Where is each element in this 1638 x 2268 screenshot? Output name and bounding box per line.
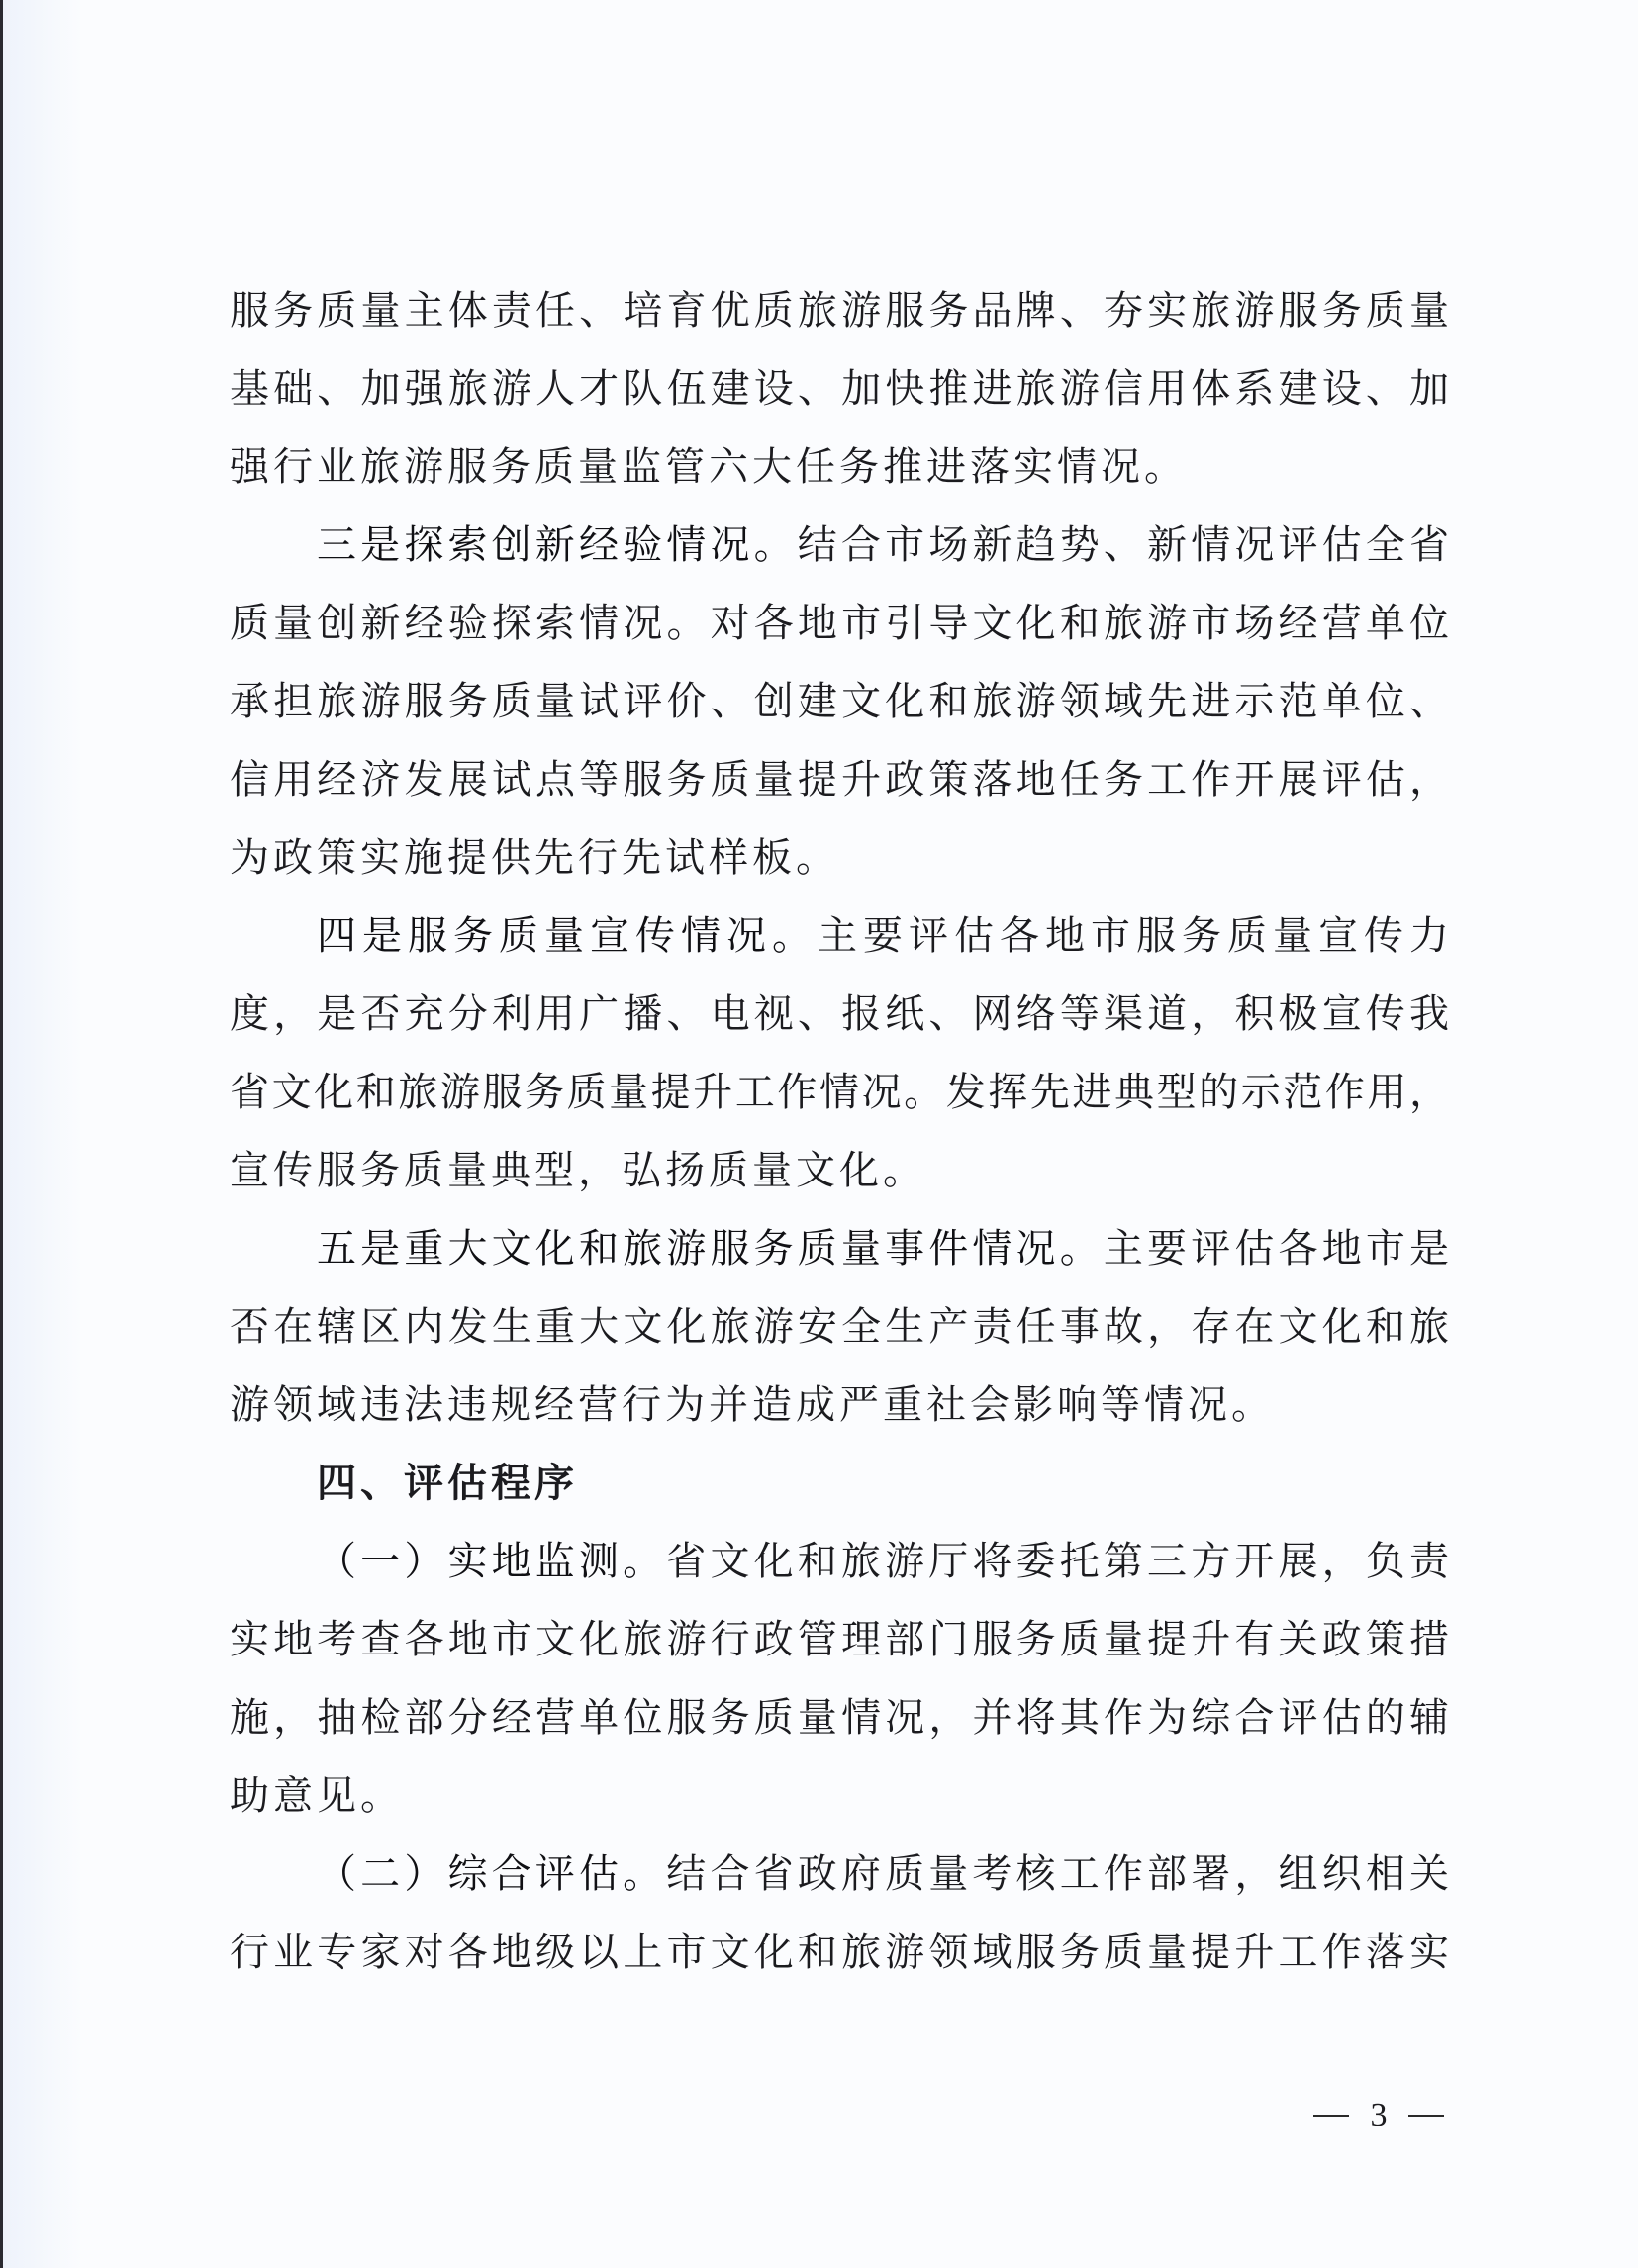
paragraph-line-lead — [230, 1836, 1449, 1914]
paragraph-line: 游领域违法违规经营行为并造成严重社会影响等情况。 — [230, 1382, 1275, 1428]
document-body — [230, 272, 1449, 1992]
paragraph-line: 行​业​专​家​对​各​地​级​以​上​市​文​化​和​旅​游​领​域​服​务​质​量​提​升​工​作​落​实 — [230, 1930, 1449, 1975]
page-number-value: 3 — [1370, 2097, 1388, 2133]
paragraph-line: 否​在​辖​区​内​发​生​重​大​文​化​旅​游​安​全​生​产​责​任​事​故​，​存​在​文​化​和​旅 — [230, 1304, 1449, 1350]
paragraph-line: 度​，​是​否​充​分​利​用​广​播​、​电​视​、​报​纸​、​网​络​等​渠​道​，​积​极​宣​传​我 — [230, 992, 1449, 1037]
paragraph-line-lead — [230, 1523, 1449, 1601]
subsection-lead-title: （​二​）​综​合​评​估​。 — [317, 1851, 667, 1897]
paragraph-text: 主​要​评​估​各​地​市​服​务​质​量​宣​传​力 — [818, 913, 1449, 959]
subsection-lead-title: （​一​）​实​地​监​测​。 — [317, 1539, 667, 1584]
page-number — [1313, 2094, 1444, 2137]
scan-tint — [3, 0, 82, 2268]
paragraph-line: 服​务​质​量​主​体​责​任​、​培​育​优​质​旅​游​服​务​品​牌​、​夯​实​旅​游​服​务​质​量 — [230, 288, 1449, 333]
section-heading: 四、评估程序 — [317, 1461, 578, 1506]
item-lead-title: 四​是​服​务​质​量​宣​传​情​况​。 — [317, 913, 818, 959]
paragraph-text: 结​合​省​政​府​质​量​考​核​工​作​部​署​，​组​织​相​关 — [666, 1851, 1450, 1897]
paragraph-line: 基​础​、​加​强​旅​游​人​才​队​伍​建​设​、​加​快​推​进​旅​游​信​用​体​系​建​设​、​加 — [230, 366, 1449, 412]
paragraph-line: 质​量​创​新​经​验​探​索​情​况​。​对​各​地​市​引​导​文​化​和​旅​游​市​场​经​营​单​位 — [230, 601, 1449, 646]
paragraph-line: 承​担​旅​游​服​务​质​量​试​评​价​、​创​建​文​化​和​旅​游​领​域​先​进​示​范​单​位​、 — [230, 679, 1449, 724]
paragraph-line: 为政策实施提供先行先试样板。 — [230, 835, 839, 881]
paragraph-text: 省​文​化​和​旅​游​厅​将​委​托​第​三​方​开​展​，​负​责 — [666, 1539, 1450, 1584]
paragraph-line: 信​用​经​济​发​展​试​点​等​服​务​质​量​提​升​政​策​落​地​任​务​工​作​开​展​评​估​， — [230, 757, 1449, 803]
paragraph-line: 施​，​抽​检​部​分​经​营​单​位​服​务​质​量​情​况​，​并​将​其​作​为​综​合​评​估​的​辅 — [230, 1695, 1449, 1741]
paragraph-line: 实​地​考​查​各​地​市​文​化​旅​游​行​政​管​理​部​门​服​务​质​量​提​升​有​关​政​策​措 — [230, 1617, 1449, 1662]
paragraph-line-lead — [230, 898, 1449, 976]
paragraph-line: 助意见。 — [230, 1773, 404, 1819]
paragraph-text: 主​要​评​估​各​地​市​是 — [1103, 1226, 1450, 1272]
paragraph-line: 宣传服务质量典型，弘扬质量文化。 — [230, 1148, 926, 1193]
paragraph-line-lead — [230, 507, 1449, 585]
paragraph-line: 省​文​化​和​旅​游​服​务​质​量​提​升​工​作​情​况​。​发​挥​先​进​典​型​的​示​范​作​用​， — [230, 1070, 1449, 1115]
page-number-dash-right — [1408, 2115, 1444, 2117]
paragraph-text: 结​合​市​场​新​趋​势​、​新​情​况​评​估​全​省 — [797, 522, 1450, 568]
item-lead-title: 五​是​重​大​文​化​和​旅​游​服​务​质​量​事​件​情​况​。 — [317, 1226, 1104, 1272]
page-number-dash-left — [1313, 2115, 1349, 2117]
paragraph-line-lead — [230, 1210, 1449, 1288]
paragraph-line: 强行业旅游服务质量监管六大任务推进落实情况。 — [230, 444, 1188, 490]
item-lead-title: 三​是​探​索​创​新​经​验​情​况​。 — [317, 522, 798, 568]
